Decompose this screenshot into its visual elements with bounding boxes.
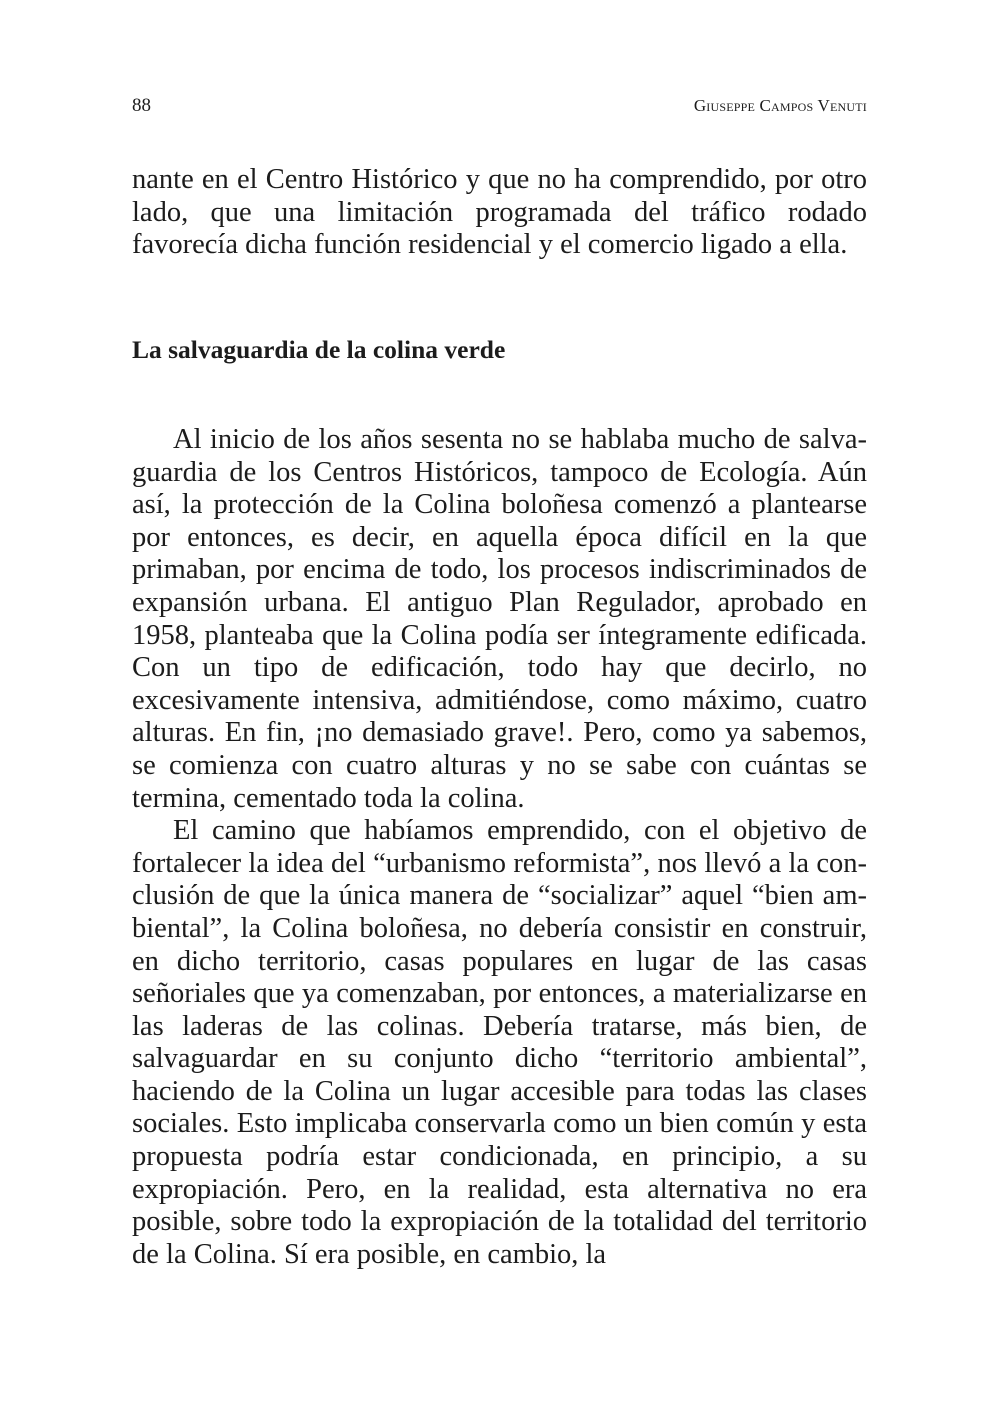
- page-number: 88: [132, 95, 151, 116]
- running-title: Giuseppe Campos Venuti: [693, 96, 867, 115]
- body-paragraph-1: Al inicio de los años sesenta no se hablaba mucho de salvaguardia de los Centros Históricos, tampoco de Ecología. Aún así, la protección de la Colina boloñesa comenzó a plantearse por entonces, es decir, en aquella época difícil en la que primaban, por encima de todo, los procesos indiscriminados de expansión urbana. El antiguo Plan Regulador, aprobado en 1958, planteaba que la Colina podía ser íntegramente edificada. Con un tipo de edificación, todo hay que decirlo, no excesivamente intensiva, admitiéndose, como máximo, cuatro alturas. En fin, ¡no demasiado grave!. Pero, como ya sabemos, se comienza con cuatro alturas y no se sabe con cuántas se termina, cementado toda la colina.: [132, 424, 867, 814]
- section-body: [132, 424, 867, 1271]
- section-heading: La salvaguardia de la colina verde: [132, 335, 506, 364]
- body-paragraph-2: El camino que habíamos emprendido, con el objetivo de fortalecer la idea del “urbanismo reformista”, nos llevó a la conclusión de que la única manera de “socializar” aquel “bien ambiental”, la Colina boloñesa, no debería consistir en construir, en dicho territorio, casas populares en lugar de las casas señoriales que ya comenzaban, por entonces, a materializarse en las laderas de las colinas. Debería tratarse, más bien, de salvaguardar en su conjunto dicho “territorio ambiental”, haciendo de la Colina un lugar accesible para todas las clases sociales. Esto implicaba conservarla como un bien común y esta propuesta podría estar condicionada, en principio, a su expropiación. Pero, en la realidad, esta alternativa no era posible, sobre todo la expropiación de la totalidad del territorio de la Colina. Sí era posible, en cambio, la: [132, 815, 867, 1270]
- intro-text-block: [132, 164, 867, 262]
- intro-paragraph: nante en el Centro Histórico y que no ha comprendido, por otro lado, que una limitación programada del tráfico rodado favorecía dicha función residencial y el comercio ligado a ella.: [132, 164, 867, 261]
